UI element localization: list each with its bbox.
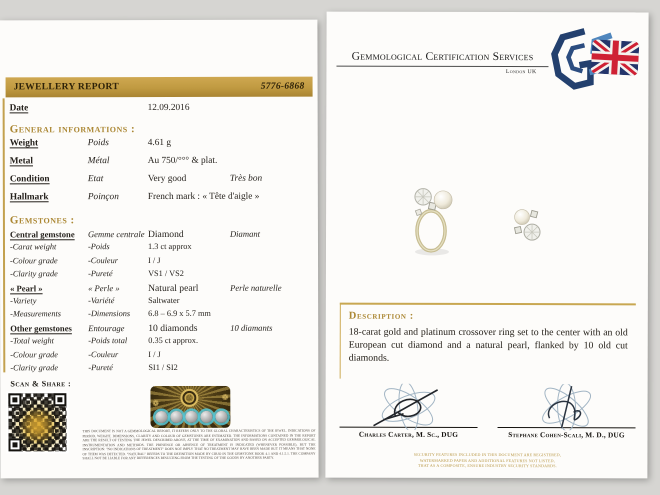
shoulder-stone — [415, 209, 421, 215]
hologram-sticker — [150, 386, 230, 428]
spec-row — [10, 103, 314, 120]
label-fr: -Pureté — [88, 269, 113, 279]
gcs-logo — [548, 26, 642, 94]
label-fr: Etat — [87, 174, 104, 185]
label-fr: Entourage — [88, 322, 125, 333]
ring-band-highlight — [417, 211, 445, 251]
label-fr: Poids — [87, 138, 109, 149]
label-fr: -Poids — [87, 242, 110, 252]
ring-photo-top-view — [512, 208, 544, 246]
label-fr: -Variété — [88, 296, 115, 306]
hologram-seal-icon — [180, 389, 198, 407]
value: 1.3 ct approx — [147, 242, 192, 252]
value: French mark : « Tête d'aigle » — [147, 191, 260, 203]
spec-row — [10, 282, 314, 296]
value: 12.09.2016 — [147, 102, 190, 114]
label-en: -Total weight — [10, 336, 54, 346]
section-heading-gemstones: Gemstones : — [9, 213, 75, 226]
label-en: Date — [9, 103, 29, 114]
value: 6.8 – 6.9 x 5.7 mm — [148, 309, 211, 319]
pearl — [434, 191, 452, 209]
flower-icon: ❁ — [152, 399, 160, 409]
spec-row — [10, 322, 314, 336]
label-en: -Colour grade — [10, 256, 58, 266]
signature-scribble-icon — [370, 384, 448, 430]
flower-icon: ❁ — [221, 392, 229, 402]
spec-row — [10, 138, 314, 157]
spec-row — [10, 229, 314, 243]
spec-row — [10, 255, 314, 269]
security-note-line: WATERMARKED PAPER AND ADDITIONAL FEATURES NOT LISTED, — [419, 457, 555, 463]
union-jack-flag-icon — [591, 39, 640, 76]
value-fr: 10 diamants — [230, 322, 273, 333]
value: SI1 / SI2 — [148, 362, 178, 372]
value-fr: Perle naturelle — [230, 282, 282, 293]
value: I / J — [148, 349, 161, 359]
spec-row — [10, 192, 314, 211]
hologram-pearl-icon — [170, 411, 182, 423]
hologram-pearl-icon — [185, 411, 197, 423]
scan-share-label: Scan & Share : — [10, 379, 72, 389]
value: 4.61 g — [147, 137, 171, 149]
value: VS1 / VS2 — [148, 269, 184, 279]
side-stone — [530, 210, 537, 217]
value: 0.35 ct approx. — [148, 336, 199, 346]
report-header-bar — [6, 77, 313, 98]
label-en: Condition — [9, 174, 50, 185]
label-en: -Clarity grade — [10, 363, 59, 373]
org-location: London UK — [505, 69, 537, 76]
signature-block — [339, 384, 635, 440]
security-note — [387, 452, 587, 469]
security-note-line: SECURITY FEATURES INCLUDED IN THIS DOCUMENT ARE REGISTERED, — [413, 451, 562, 458]
left-page — [0, 20, 319, 479]
signature-scribble-icon — [528, 384, 606, 430]
report-title: JEWELLERY REPORT — [13, 82, 119, 93]
value: Very good — [147, 173, 187, 185]
label-en: Weight — [9, 138, 39, 149]
spec-row — [10, 174, 314, 193]
section-heading-general: General informations : — [9, 122, 136, 135]
report-number: 5776-6868 — [260, 81, 305, 92]
label-en: Other gemstones — [10, 322, 72, 334]
label-fr: -Couleur — [88, 349, 119, 359]
gold-margin-rule — [3, 98, 6, 372]
label-en: Metal — [9, 156, 34, 167]
logo-letter-g — [554, 31, 590, 86]
label-fr: Métal — [87, 156, 110, 167]
qr-finder-icon — [8, 438, 21, 451]
value-fr: Très bon — [229, 173, 263, 184]
security-note-line: THAT AS A COMPOSITE, ENSURE INDUSTRY SECURITY STANDARDS. — [417, 463, 557, 469]
spec-row — [10, 349, 314, 363]
label-en: -Colour grade — [10, 349, 59, 359]
label-en: Hallmark — [9, 192, 49, 203]
right-page — [325, 12, 648, 479]
hologram-pearl-icon — [155, 411, 167, 423]
label-fr: -Pureté — [88, 363, 113, 373]
label-en: « Pearl » — [10, 282, 43, 293]
side-stone — [514, 227, 521, 234]
label-fr: Poinçon — [87, 192, 119, 203]
description-heading: Description : — [348, 310, 414, 322]
label-en: -Clarity grade — [10, 269, 58, 279]
label-fr: « Perle » — [88, 282, 120, 293]
label-en: -Carat weight — [9, 242, 57, 252]
value: 10 diamonds — [148, 322, 198, 334]
label-en: -Variety — [10, 296, 37, 306]
pearl — [515, 210, 530, 225]
qr-finder-icon — [8, 393, 21, 406]
label-fr: -Couleur — [88, 255, 119, 265]
ring-photo-side-view — [410, 186, 458, 258]
label-fr: -Poids total — [88, 336, 128, 346]
spec-row — [10, 242, 314, 256]
value: Diamond — [147, 228, 184, 241]
disclaimer-text: THIS DOCUMENT IS NOT A GEMMOLOGICAL REPORT, IT REFERS ONLY TO THE GLOBAL CHARACTERISTICS OF THE JEWEL. INDICATIONS OF PERIOD, WEIGHT, DIMENSIONS, CLARITY AND COLOUR OF GEMSTONES ARE ESTIMATED. THE INFORMATIONS CONTAINED IN THE REPORT ARE THE RESULT OF TESTING THE JEWEL DESCRIBED ABOVE, AT THE TIME OF EXAMINATION AND BASED ON ACCEPTED GEMMOLOGICAL INSTRUMENTATION AND METHODS. THE PRESENCE OR ABSENCE OF TREATMENT IS INDICATED (WHENEVER POSSIBLE), BUT THE INSCRIPTION: "NO INDICATIONS OF TREATMENT" DOES NOT IMPLY THAT NO TREATMENT MAY HAVE BEEN MADE BUT IT MEANS THAT NONE OF THEM WAS DETECTED. "NATURAL" REFERS TO THE DEFINITION MADE BY CIBJO IN THE GEMSTONE BOOK 4.1 AND 4.1.5.1. THE COMPANY SHALL NOT BE LIABLE FOR ANY DIFFERENCES RESULTING FROM THE TESTING OF THE GOODS BY ANOTHER PARTY. — [82, 428, 316, 461]
spec-row — [10, 363, 314, 377]
spec-table — [10, 103, 315, 377]
label-en: -Measurements — [10, 309, 62, 319]
value: Au 750/°°° & plat. — [147, 155, 218, 167]
qr-code — [6, 391, 68, 453]
label-fr: Gemme centrale — [87, 229, 145, 240]
signature-left — [339, 384, 477, 439]
label-en: Central gemstone — [9, 229, 75, 240]
label-fr: -Dimensions — [88, 309, 131, 319]
signatory-name: Charles Carter, M. Sc., DUG — [339, 427, 477, 439]
spec-row — [10, 309, 314, 323]
org-header — [336, 50, 548, 76]
spec-row — [10, 336, 314, 350]
spec-row — [10, 296, 314, 310]
value: Natural pearl — [148, 282, 199, 294]
value-fr: Diamant — [229, 228, 261, 239]
org-name: Gemmological Certification Services — [336, 50, 548, 68]
value: Saltwater — [148, 295, 180, 305]
signatory-name: Stephane Cohen-Scali, M. D., DUG — [497, 427, 635, 439]
qr-finder-icon — [53, 393, 66, 406]
signature-right — [497, 384, 635, 439]
description-text: 18-carat gold and platinum crossover ring set to the center with an old European cut diamond and a natural pearl, flanked by 10 old cut diamonds. — [348, 326, 628, 364]
value: I / J — [148, 255, 161, 265]
hologram-pearl-icon — [200, 411, 212, 423]
spec-row — [10, 156, 314, 175]
hologram-pearl-icon — [215, 411, 227, 423]
description-section — [340, 303, 636, 380]
spec-row — [10, 269, 314, 283]
